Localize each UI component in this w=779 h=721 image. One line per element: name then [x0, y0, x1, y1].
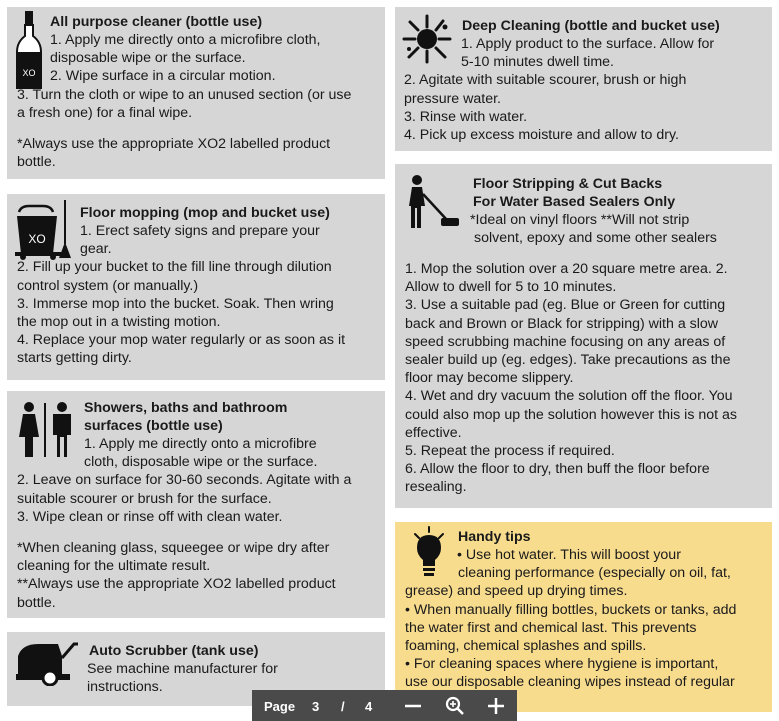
step-line: back and Brown or Black for stripping) with a slow — [405, 315, 719, 332]
step-line: sealer build up (eg. edges). Take precautions as the — [405, 352, 731, 369]
step-line: suitable scourer or brush for the surface. — [17, 490, 272, 507]
panel-title: All purpose cleaner (bottle use) — [50, 14, 263, 30]
step-line: pressure water. — [404, 90, 501, 107]
step-line: 3. Immerse mop into the bucket. Soak. Then wring — [17, 295, 334, 312]
current-page[interactable]: 3 — [312, 699, 320, 714]
tip-line: use our disposable cleaning wipes instead of regular — [405, 674, 735, 691]
step-line: 6. Allow the floor to dry, then buff the floor before — [405, 461, 710, 478]
step-line: cloth, disposable wipe or the surface. — [84, 454, 318, 471]
panel-title: Floor Stripping & Cut Backs — [473, 176, 663, 192]
step-line: speed scrubbing machine focusing on any areas of — [405, 333, 726, 350]
plus-icon[interactable] — [485, 695, 507, 717]
step-line: 3. Wipe clean or rinse off with clean water. — [17, 508, 283, 525]
panel-showers — [7, 391, 385, 618]
info-line: See machine manufacturer for — [87, 661, 278, 677]
note-line: *Always use the appropriate XO2 labelled product — [17, 136, 331, 153]
step-line: 4. Pick up excess moisture and allow to dry. — [404, 127, 679, 144]
step-line: disposable wipe or the surface. — [50, 50, 246, 67]
step-line: a fresh one) for a final wipe. — [17, 104, 193, 121]
step-line: 1. Apply me directly onto a microfibre cloth, — [50, 32, 321, 48]
panel-title: Floor mopping (mop and bucket use) — [80, 205, 330, 221]
tip-line: foaming, chemical splashes and spills. — [405, 638, 647, 655]
tip-line: grease) and speed up drying times. — [405, 583, 628, 600]
minus-icon[interactable] — [402, 696, 424, 716]
step-line: could also mop up the solution however this is not as — [405, 406, 738, 423]
step-line: 3. Rinse with water. — [404, 108, 528, 125]
step-line: control system (or manually.) — [17, 277, 199, 294]
step-line: floor may become slippery. — [405, 370, 574, 387]
panel-floor-stripping — [395, 164, 772, 508]
panel-title: Deep Cleaning (bottle and bucket use) — [462, 18, 720, 34]
panel-title: Showers, baths and bathroom — [84, 400, 288, 416]
step-line: the mop out in a twisting motion. — [17, 314, 221, 331]
panel-deep-cleaning — [395, 7, 772, 151]
panel-title: Handy tips — [458, 529, 531, 545]
panel-title: For Water Based Sealers Only — [473, 194, 676, 211]
tip-line: cleaning performance (especially on oil, fat, — [458, 565, 731, 582]
step-line: 1. Erect safety signs and prepare your — [80, 223, 320, 239]
bottle-label: XO — [22, 68, 36, 78]
info-line: instructions. — [87, 679, 163, 696]
panel-floor-mopping — [7, 194, 385, 380]
tip-line: • When manually filling bottles, buckets or tanks, add — [405, 601, 737, 618]
step-line: 5. Repeat the process if required. — [405, 443, 615, 460]
step-line: starts getting dirty. — [17, 350, 132, 367]
step-line: 2. Fill up your bucket to the fill line through dilution — [17, 259, 332, 276]
step-line: 1. Apply product to the surface. Allow for — [461, 36, 715, 52]
step-line: gear. — [80, 241, 112, 258]
floor-machine-operator-icon — [407, 174, 461, 230]
note-line: *When cleaning glass, squeegee or wipe dry after — [17, 540, 330, 557]
step-line: effective. — [405, 424, 462, 441]
tip-line: • For cleaning spaces where hygiene is important, — [405, 656, 719, 673]
panel-all-purpose — [7, 7, 385, 179]
step-line: resealing. — [405, 479, 467, 496]
scrubber-machine-icon — [14, 640, 80, 686]
step-line: 2. Agitate with suitable scourer, brush or high — [404, 72, 687, 89]
panel-title: Auto Scrubber (tank use) — [89, 643, 259, 659]
step-line: 4. Wet and dry vacuum the solution off the floor. You — [405, 388, 733, 405]
tip-line: the water first and chemical last. This prevents — [405, 619, 697, 636]
step-line: 1. Mop the solution over a 20 square metre area. 2. — [405, 261, 728, 277]
bucket-label: XO — [28, 232, 46, 246]
total-pages: 4 — [365, 699, 373, 714]
step-line: 2. Leave on surface for 30-60 seconds. Agitate with a — [17, 472, 352, 489]
panel-handy-tips — [395, 522, 772, 712]
note-line: bottle. — [17, 594, 56, 611]
step-line: 2. Wipe surface in a circular motion. — [50, 68, 276, 85]
page-separator: / — [341, 699, 345, 714]
step-line: 3. Use a suitable pad (eg. Blue or Green for cutting — [405, 297, 726, 314]
step-line: 4. Replace your mop water regularly or as soon as it — [17, 332, 346, 349]
page-toolbar — [252, 690, 517, 721]
step-line: 5-10 minutes dwell time. — [461, 54, 614, 71]
panel-title: surfaces (bottle use) — [84, 418, 223, 435]
subtitle-line: solvent, epoxy and some other sealers — [474, 230, 717, 247]
page-label: Page — [264, 699, 296, 714]
step-line: Allow to dwell for 5 to 10 minutes. — [405, 279, 617, 296]
tip-line: • Use hot water. This will boost your — [457, 547, 681, 563]
note-line: cleaning for the ultimate result. — [17, 558, 211, 575]
step-line: 1. Apply me directly onto a microfibre — [84, 436, 317, 452]
magnifier-icon[interactable] — [444, 695, 466, 717]
note-line: **Always use the appropriate XO2 labelled product — [17, 576, 336, 593]
subtitle-line: *Ideal on vinyl floors **Will not strip — [470, 212, 690, 228]
step-line: 3. Turn the cloth or wipe to an unused section (or use — [17, 86, 352, 103]
note-line: bottle. — [17, 154, 56, 171]
